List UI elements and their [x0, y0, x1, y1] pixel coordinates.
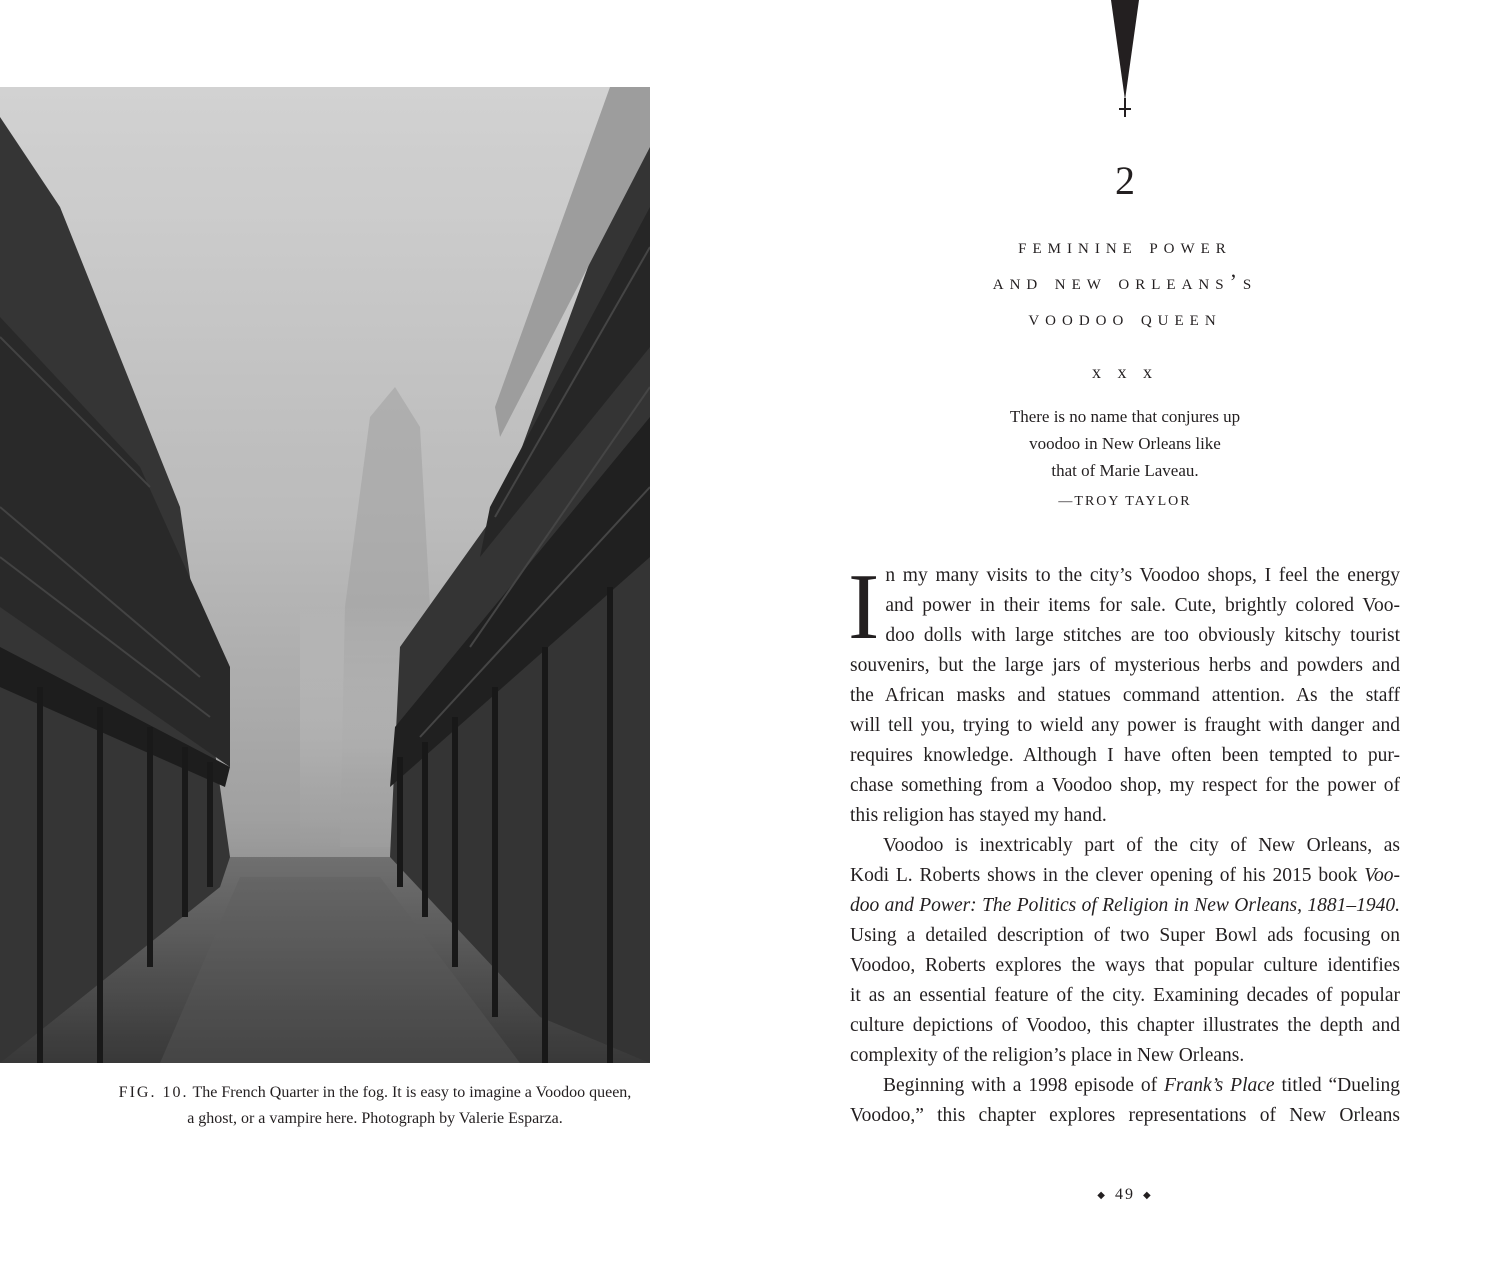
- body-line-text: titled “Dueling: [1274, 1075, 1400, 1096]
- chapter-title-line-1: feminine power: [1018, 233, 1232, 258]
- body-line: Voodoo,” this chapter explores representations of New Orleans: [850, 1105, 1400, 1126]
- body-line: Voodoo, Roberts explores the ways that popular culture identifies: [850, 955, 1400, 976]
- body-line: requires knowledge. Although I have often been tempted to pur-: [850, 745, 1400, 766]
- body-line: n my many visits to the city’s Voodoo shops, I feel the energy: [885, 565, 1400, 586]
- show-title-italic: Frank’s Place: [1164, 1075, 1275, 1096]
- chapter-title-line-3: voodoo queen: [1028, 305, 1222, 330]
- body-line: this religion has stayed my hand.: [850, 805, 1107, 826]
- epigraph-line-1: There is no name that conjures up: [1009, 407, 1241, 426]
- caption-line-1: The French Quarter in the fog. It is easy to imagine a Voodoo queen,: [192, 1084, 632, 1101]
- body-line: will tell you, trying to wield any power is fraught with danger and: [850, 715, 1400, 736]
- bullet-icon: ◆: [1143, 1189, 1153, 1201]
- figure-label: FIG. 10.: [118, 1084, 189, 1101]
- chapter-body-text: [848, 555, 1400, 1131]
- body-line-text: Beginning with a 1998 episode of: [883, 1075, 1164, 1096]
- body-line: Voodoo is inextricably part of the city of New Orleans, as: [883, 835, 1400, 856]
- figure-caption: [100, 1080, 650, 1132]
- chapter-title-line-2: and new orleans’s: [992, 269, 1258, 294]
- french-quarter-fog-photograph: [0, 87, 650, 1063]
- epigraph-line-3: that of Marie Laveau.: [1051, 461, 1199, 480]
- drop-cap: I: [848, 555, 880, 659]
- body-line: souvenirs, but the large jars of mysterious herbs and powders and: [850, 655, 1400, 676]
- page-number: 49: [1115, 1186, 1135, 1203]
- dagger-ornament-icon: [1100, 0, 1150, 120]
- body-line: [850, 1071, 1400, 1101]
- body-line: complexity of the religion’s place in New Orleans.: [850, 1045, 1245, 1066]
- body-line: and power in their items for sale. Cute, brightly colored Voo-: [885, 595, 1400, 616]
- chapter-title: [850, 228, 1400, 336]
- book-title-italic: Voo-: [1364, 865, 1400, 886]
- body-line: culture depictions of Voodoo, this chapter illustrates the depth and: [850, 1015, 1400, 1036]
- body-line-text: Kodi L. Roberts shows in the clever opening of his 2015 book: [850, 865, 1365, 886]
- body-line: [850, 891, 1400, 921]
- body-line: chase something from a Voodoo shop, my respect for the power of: [850, 775, 1400, 796]
- body-line: Using a detailed description of two Super Bowl ads focusing on: [850, 925, 1400, 946]
- chapter-number: 2: [1115, 158, 1135, 203]
- caption-line-2: a ghost, or a vampire here. Photograph by Valerie Esparza.: [187, 1110, 563, 1127]
- body-line: [850, 861, 1400, 891]
- bullet-icon: ◆: [1097, 1189, 1107, 1201]
- street-scene-illustration: [0, 87, 650, 1063]
- page-number-footer: [850, 1186, 1400, 1204]
- book-title-italic: doo and Power: The Politics of Religion in New Orleans, 1881–1940.: [850, 895, 1400, 916]
- body-line: it as an essential feature of the city. Examining decades of popular: [850, 985, 1400, 1006]
- body-line: the African masks and statues command attention. As the staff: [850, 685, 1400, 706]
- body-line: doo dolls with large stitches are too obviously kitschy tourist: [885, 625, 1400, 646]
- section-divider: x x x: [1092, 362, 1158, 382]
- epigraph-line-2: voodoo in New Orleans like: [1029, 434, 1221, 453]
- epigraph: [900, 403, 1350, 484]
- epigraph-attribution: —TROY TAYLOR: [1058, 494, 1192, 509]
